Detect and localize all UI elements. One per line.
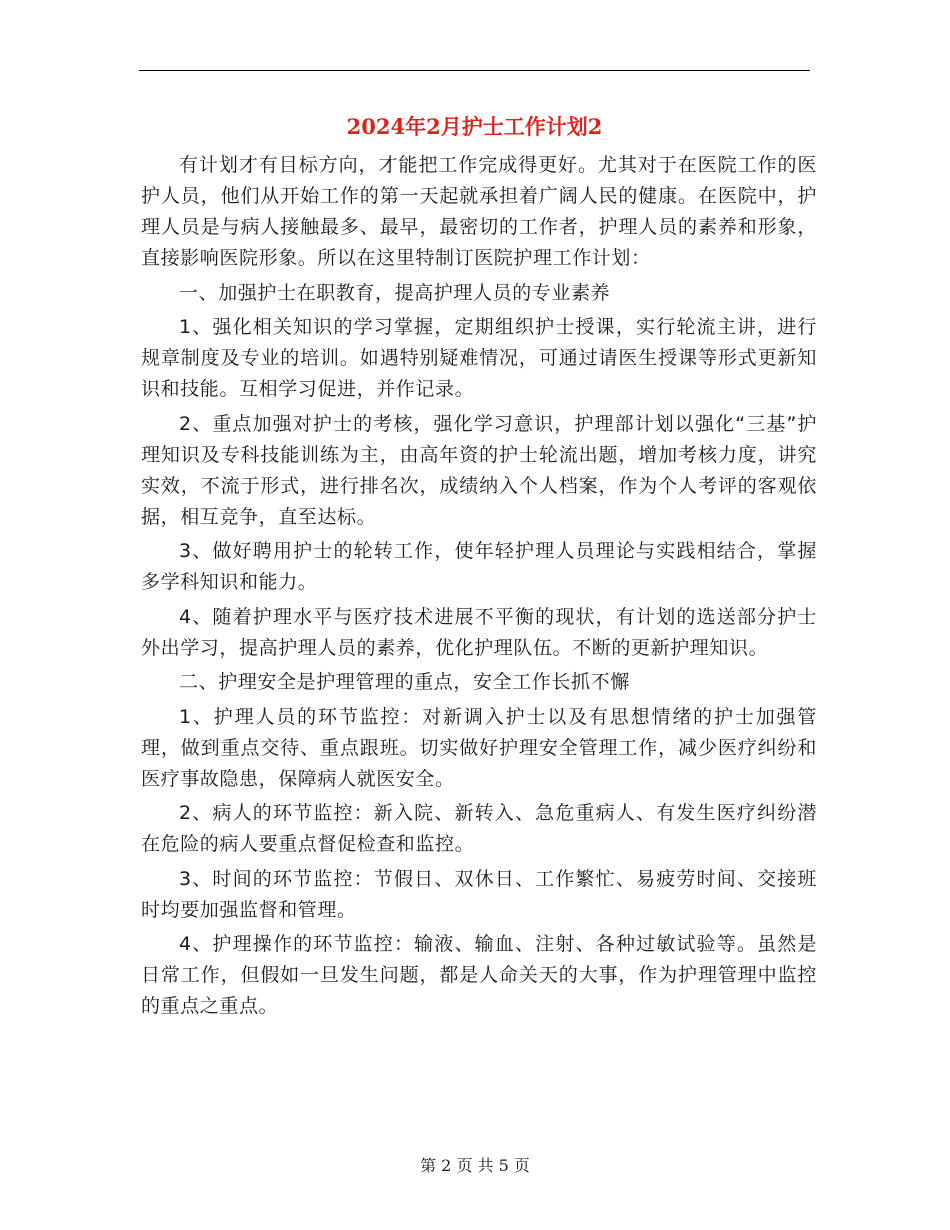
section-1-item-3: 3、做好聘用护士的轮转工作，使年轻护理人员理论与实践相结合，掌握多学科知识和能力。 bbox=[141, 540, 817, 593]
document-title: 2024年2月护士工作计划2 bbox=[346, 114, 603, 139]
section-1-item-1: 1、强化相关知识的学习掌握，定期组织护士授课，实行轮流主讲，进行规章制度及专业的培训。如遇特别疑难情况，可通过请医生授课等形式更新知识和技能。互相学习促进，并作记录。 bbox=[141, 316, 817, 400]
section-2-item-3: 3、时间的环节监控：节假日、双休日、工作繁忙、易疲劳时间、交接班时均要加强监督和管理。 bbox=[141, 867, 817, 921]
section-heading-1: 一、加强护士在职教育，提高护理人员的专业素养 bbox=[179, 281, 611, 304]
section-2-item-4: 4、护理操作的环节监控：输液、输血、注射、各种过敏试验等。虽然是日常工作，但假如一旦发生问题，都是人命关天的大事，作为护理管理中监控的重点之重点。 bbox=[141, 933, 817, 1017]
page-number-footer: 第 2 页 共 5 页 bbox=[420, 1156, 530, 1175]
section-2-item-1: 1、护理人员的环节监控：对新调入护士以及有思想情绪的护士加强管理，做到重点交待、重点跟班。切实做好护理安全管理工作，减少医疗纠纷和医疗事故隐患，保障病人就医安全。 bbox=[141, 705, 817, 790]
section-2-item-2: 2、病人的环节监控：新入院、新转入、急危重病人、有发生医疗纠纷潜在危险的病人要重点督促检查和监控。 bbox=[141, 802, 817, 855]
section-heading-2: 二、护理安全是护理管理的重点，安全工作长抓不懈 bbox=[179, 671, 630, 693]
intro-paragraph: 有计划才有目标方向，才能把工作完成得更好。尤其对于在医院工作的医护人员，他们从开始工作的第一天起就承担着广阔人民的健康。在医院中，护理人员是与病人接触最多、最早，最密切的工作者，护理人员的素养和形象，直接影响医院形象。所以在这里特制订医院护理工作计划： bbox=[141, 154, 817, 269]
section-1-item-4: 4、随着护理水平与医疗技术进展不平衡的现状，有计划的选送部分护士外出学习，提高护理人员的素养，优化护理队伍。不断的更新护理知识。 bbox=[141, 605, 817, 659]
header-rule bbox=[139, 70, 810, 71]
section-1-item-2: 2、重点加强对护士的考核，强化学习意识，护理部计划以强化“三基”护理知识及专科技能训练为主，由高年资的护士轮流出题，增加考核力度，讲究实效，不流于形式，进行排名次，成绩纳入个人档案，作为个人考评的客观依据，相互竞争，直至达标。 bbox=[141, 412, 817, 528]
document-body bbox=[141, 150, 817, 1026]
